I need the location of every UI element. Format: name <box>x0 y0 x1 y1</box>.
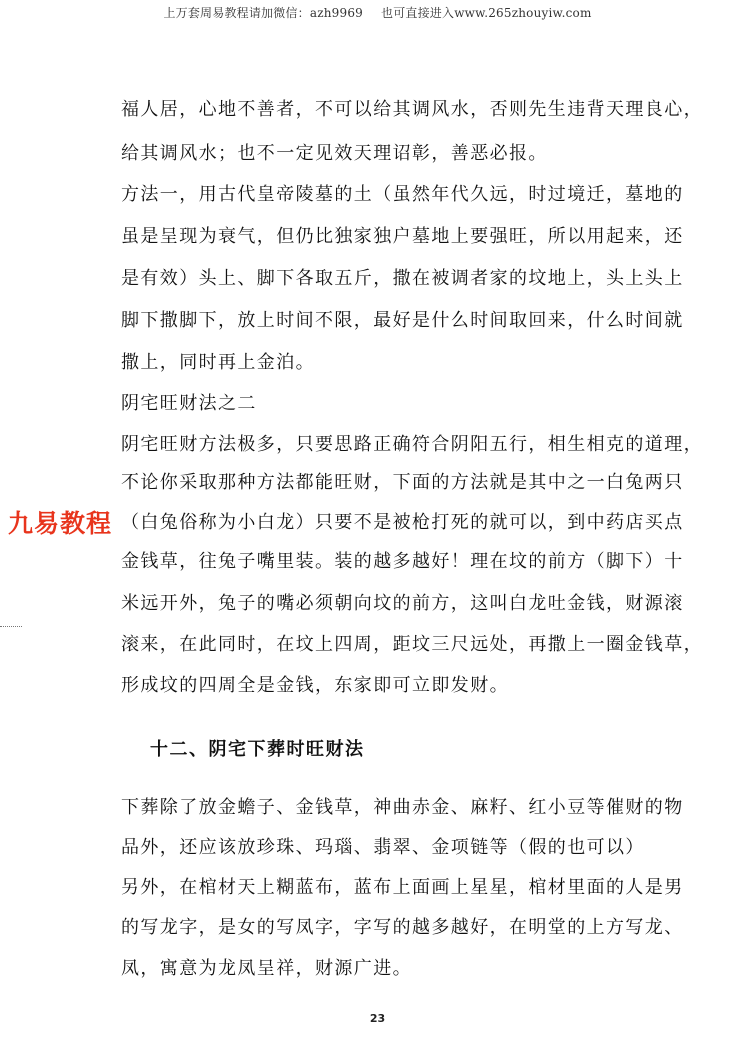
body-line: 不论你采取那种方法都能旺财，下面的方法就是其中之一白兔两只 <box>121 472 684 493</box>
body-line: 福人居，心地不善者，不可以给其调风水，否则先生违背天理良心， <box>121 99 703 120</box>
body-line: 脚下撒脚下，放上时间不限，最好是什么时间取回来，什么时间就 <box>121 310 684 331</box>
body-line: 方法一，用古代皇帝陵墓的土（虽然年代久远，时过境迁，墓地的 <box>121 184 684 205</box>
section-line: 的写龙字，是女的写凤字，字写的越多越好，在明堂的上方写龙、 <box>121 917 684 938</box>
section-line: 品外，还应该放珍珠、玛瑙、翡翠、金项链等（假的也可以） <box>121 837 645 858</box>
section-line: 另外，在棺材天上糊蓝布，蓝布上面画上星星，棺材里面的人是男 <box>121 877 684 898</box>
margin-mark <box>0 626 22 628</box>
header-website-text: 也可直接进入www.265zhouyiw.com <box>381 6 592 20</box>
body-line: 给其调风水；也不一定见效天理诏彰，善恶必报。 <box>121 143 548 164</box>
body-line: （白兔俗称为小白龙）只要不是被枪打死的就可以，到中药店买点 <box>121 512 684 533</box>
body-line: 金钱草，往兔子嘴里装。装的越多越好！理在坟的前方（脚下）十 <box>121 551 684 572</box>
body-line: 是有效）头上、脚下各取五斤，撒在被调者家的坟地上，头上头上 <box>121 268 684 289</box>
body-line: 阴宅旺财方法极多，只要思路正确符合阴阳五行，相生相克的道理， <box>121 434 703 455</box>
body-line: 形成坟的四周全是金钱，东家即可立即发财。 <box>121 675 509 696</box>
body-line: 滚来，在此同时，在坟上四周，距坟三尺远处，再撒上一圈金钱草， <box>121 634 703 655</box>
section-line: 下葬除了放金蟾子、金钱草，神曲赤金、麻籽、红小豆等催财的物 <box>121 797 684 818</box>
body-line: 阴宅旺财法之二 <box>121 393 257 414</box>
body-line: 虽是呈现为衰气，但仍比独家独户墓地上要强旺，所以用起来，还 <box>121 226 684 247</box>
body-line: 米远开外，兔子的嘴必须朝向坟的前方，这叫白龙吐金钱，财源滚 <box>121 593 684 614</box>
page-number: 23 <box>369 1012 386 1025</box>
page-header <box>0 4 755 21</box>
section-line: 凤，寓意为龙凤呈祥，财源广进。 <box>121 958 412 979</box>
watermark-logo: 九易教程 <box>8 509 113 538</box>
body-line: 撒上，同时再上金泊。 <box>121 352 315 373</box>
section-heading: 十二、阴宅下葬时旺财法 <box>150 739 365 760</box>
header-wechat-text: 上万套周易教程请加微信：azh9969 <box>163 6 363 20</box>
